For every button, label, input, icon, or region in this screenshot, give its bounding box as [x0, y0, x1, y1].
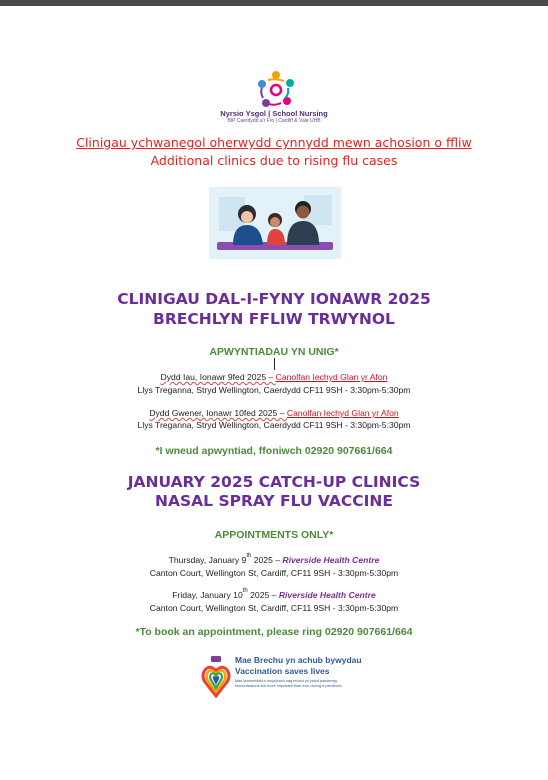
english-clinic2-venue: Riverside Health Centre	[278, 590, 376, 600]
welsh-clinic1-date: Dydd Iau, Ionawr 9fed 2025 –	[160, 372, 276, 382]
vaccination-saves-lives-logo	[201, 652, 362, 702]
welsh-notice: Clinigau ychwanegol oherwydd cynnydd mewn achosion o ffliw	[76, 135, 472, 150]
welsh-clinic2-date-line	[0, 408, 548, 418]
welsh-appointments-only: APWYNTIADAU YN UNIG*	[209, 346, 339, 358]
welsh-clinic1-address: Llys Treganna, Stryd Wellington, Caerdydd CF11 9SH - 3:30pm-5:30pm	[137, 385, 411, 395]
nurse-child-illustration	[209, 187, 341, 259]
welsh-title-line2: BRECHLYN FFLIW TRWYNOL	[153, 310, 395, 328]
welsh-clinic1-date-line	[0, 372, 548, 382]
english-appointments-only: APPOINTMENTS ONLY*	[214, 529, 334, 541]
welsh-clinic2-address: Llys Treganna, Stryd Wellington, Caerdydd CF11 9SH - 3:30pm-5:30pm	[137, 420, 411, 430]
text-cursor	[274, 358, 275, 370]
english-clinic1-date: Thursday, January 9	[168, 555, 247, 565]
english-clinic2-date: Friday, January 10	[172, 590, 243, 600]
english-clinic2-date-line	[0, 590, 548, 600]
welsh-title-line1: CLINIGAU DAL-I-FYNY IONAWR 2025	[117, 290, 431, 308]
english-title-line2: NASAL SPRAY FLU VACCINE	[155, 492, 393, 510]
welsh-clinic2-venue: Canolfan Iechyd Glan yr Afon	[286, 408, 399, 418]
english-clinic1-year: 2025 –	[251, 555, 283, 565]
english-slogan: Vaccination saves lives	[235, 666, 330, 676]
school-nursing-logo-icon	[254, 70, 298, 110]
english-title-line1: JANUARY 2025 CATCH-UP CLINICS	[127, 473, 421, 491]
welsh-clinic2-date: Dydd Gwener, Ionawr 10fed 2025 –	[149, 408, 287, 418]
rainbow-heart-icon	[201, 652, 231, 700]
logo-small-text: Mae imiwneiddio'n bwysicach nag erioed yn ystod pandemig. Immunisations are more important than ever during a pandemic	[235, 679, 342, 688]
english-clinic1-ordinal: th	[246, 553, 252, 559]
welsh-clinic1-venue: Canolfan Iechyd Glan yr Afon	[275, 372, 388, 382]
english-clinic2-address: Canton Court, Wellington St, Cardiff, CF11 9SH - 3:30pm-5:30pm	[149, 603, 399, 613]
english-clinic1-date-line	[0, 555, 548, 565]
english-clinic1-venue: Riverside Health Centre	[282, 555, 380, 565]
logo-text: Nyrsio Ysgol | School Nursing	[220, 109, 328, 118]
english-clinic1-address: Canton Court, Wellington St, Cardiff, CF11 9SH - 3:30pm-5:30pm	[149, 568, 399, 578]
english-booking-phone: *To book an appointment, please ring 02920 907661/664	[135, 626, 413, 638]
logo-subtext: BIP Caerdydd a'r Fro | Cardiff & Vale UHB	[227, 118, 321, 124]
english-clinic2-year: 2025 –	[247, 590, 279, 600]
welsh-booking-phone: *I wneud apwyntiad, ffoniwch 02920 907661/664	[155, 445, 393, 457]
welsh-slogan: Mae Brechu yn achub bywydau	[235, 655, 362, 665]
english-notice: Additional clinics due to rising flu cases	[150, 153, 398, 168]
english-clinic2-ordinal: th	[242, 588, 248, 594]
